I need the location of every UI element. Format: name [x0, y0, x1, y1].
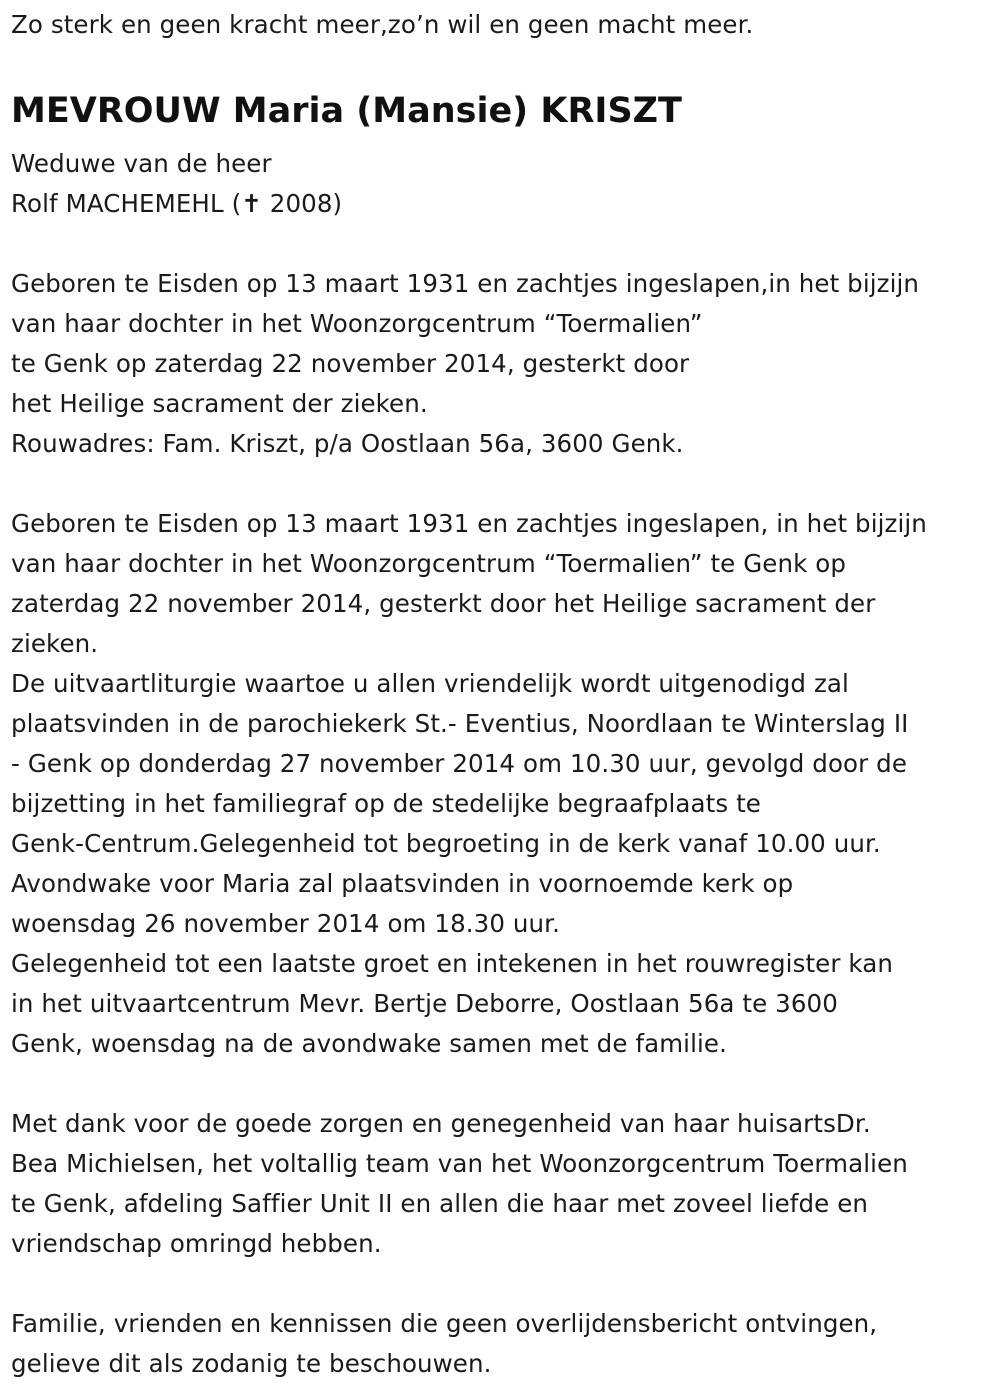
text-line: te Genk op zaterdag 22 november 2014, gesterkt door [11, 349, 690, 378]
spacer [11, 1264, 991, 1304]
spacer [11, 224, 991, 264]
text-line: plaatsvinden in de parochiekerk St.- Eventius, Noordlaan te Winterslag II [11, 709, 909, 738]
paragraph-funeral-details [11, 504, 991, 1064]
text-line: gelieve dit als zodanig te beschouwen. [11, 1349, 492, 1378]
text-line: Gelegenheid tot een laatste groet en intekenen in het rouwregister kan [11, 949, 893, 978]
text-line: Rouwadres: Fam. Kriszt, p/a Oostlaan 56a, 3600 Genk. [11, 429, 684, 458]
text-line: vriendschap omringd hebben. [11, 1229, 382, 1258]
text-line: Geboren te Eisden op 13 maart 1931 en zachtjes ingeslapen,in het bijzijn [11, 269, 920, 298]
text-line: Genk, woensdag na de avondwake samen met de familie. [11, 1029, 727, 1058]
text-line: Familie, vrienden en kennissen die geen overlijdensbericht ontvingen, [11, 1309, 878, 1338]
text-line: Geboren te Eisden op 13 maart 1931 en zachtjes ingeslapen, in het bijzijn [11, 509, 927, 538]
paragraph-thanks [11, 1104, 991, 1264]
spacer [11, 464, 991, 504]
spouse-line: Weduwe van de heer [11, 149, 272, 178]
text-line: in het uitvaartcentrum Mevr. Bertje Deborre, Oostlaan 56a te 3600 [11, 989, 838, 1018]
spouse-block [11, 144, 991, 224]
paragraph-birth-death [11, 264, 991, 464]
text-line: van haar dochter in het Woonzorgcentrum “Toermalien” [11, 309, 703, 338]
text-line: Met dank voor de goede zorgen en genegenheid van haar huisartsDr. [11, 1109, 871, 1138]
obituary-document [11, 0, 991, 1384]
text-line: Bea Michielsen, het voltallig team van het Woonzorgcentrum Toermalien [11, 1149, 908, 1178]
text-line: zaterdag 22 november 2014, gesterkt door het Heilige sacrament der [11, 589, 876, 618]
text-line: Genk-Centrum.Gelegenheid tot begroeting in de kerk vanaf 10.00 uur. [11, 829, 881, 858]
paragraph-notice [11, 1304, 991, 1384]
text-line: - Genk op donderdag 27 november 2014 om 10.30 uur, gevolgd door de [11, 749, 908, 778]
motto-text: Zo sterk en geen kracht meer,zo’n wil en geen macht meer. [11, 10, 754, 39]
spouse-line: Rolf MACHEMEHL (✝ 2008) [11, 189, 343, 218]
text-line: zieken. [11, 629, 99, 658]
text-line: te Genk, afdeling Saffier Unit II en allen die haar met zoveel liefde en [11, 1189, 869, 1218]
text-line: het Heilige sacrament der zieken. [11, 389, 428, 418]
text-line: bijzetting in het familiegraf op de stedelijke begraafplaats te [11, 789, 761, 818]
text-line: woensdag 26 november 2014 om 18.30 uur. [11, 909, 560, 938]
spacer [11, 1064, 991, 1104]
text-line: van haar dochter in het Woonzorgcentrum “Toermalien” te Genk op [11, 549, 847, 578]
text-line: De uitvaartliturgie waartoe u allen vriendelijk wordt uitgenodigd zal [11, 669, 849, 698]
text-line: Avondwake voor Maria zal plaatsvinden in voornoemde kerk op [11, 869, 794, 898]
deceased-name-heading: MEVROUW Maria (Mansie) KRISZT [11, 91, 682, 131]
